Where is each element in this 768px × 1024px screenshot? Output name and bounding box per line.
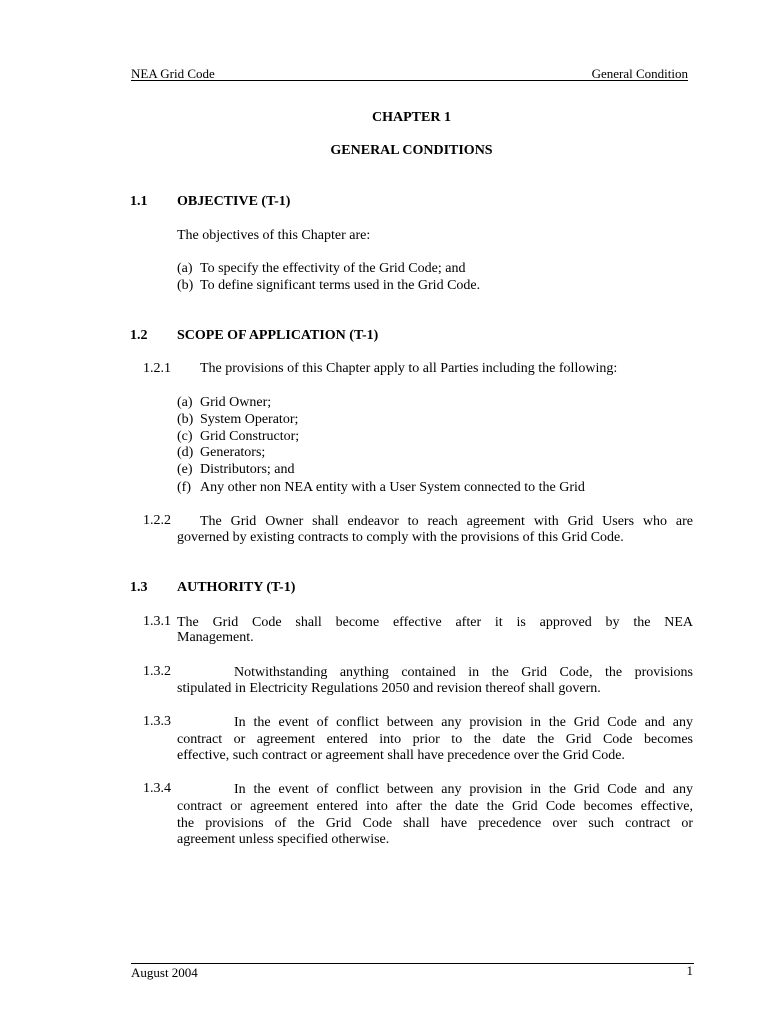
section-1-2-number: 1.2 <box>130 328 148 343</box>
list-item-label: (a) <box>177 261 193 276</box>
clause-1-2-2-line-1: The Grid Owner shall endeavor to reach agreement with Grid Users who are <box>200 514 693 529</box>
list-item-label: (e) <box>177 462 193 477</box>
header-rule <box>131 80 688 81</box>
clause-1-3-1-line-2: Management. <box>177 630 254 645</box>
clause-1-2-2-line-2: governed by existing contracts to comply with the provisions of this Grid Code. <box>177 530 624 545</box>
clause-1-3-1-number: 1.3.1 <box>143 614 171 629</box>
clause-1-3-4-line-4: agreement unless specified otherwise. <box>177 832 390 847</box>
clause-1-3-3-number: 1.3.3 <box>143 714 171 729</box>
header-doc-title: NEA Grid Code <box>131 66 215 81</box>
clause-1-3-2-line-1: Notwithstanding anything contained in the Grid Code, the provisions <box>234 665 693 680</box>
clause-1-3-3-line-1: In the event of conflict between any provision in the Grid Code and any <box>234 715 693 730</box>
list-item-label: (b) <box>177 278 194 293</box>
list-item-label: (f) <box>177 480 191 495</box>
section-1-2-title: SCOPE OF APPLICATION (T-1) <box>177 328 379 343</box>
clause-1-3-2-number: 1.3.2 <box>143 664 171 679</box>
footer-rule <box>131 963 694 964</box>
clause-1-2-1-number: 1.2.1 <box>143 361 171 376</box>
clause-1-3-1-line-1: The Grid Code shall become effective after it is approved by the NEA <box>177 615 693 630</box>
clause-1-3-3-line-3: effective, such contract or agreement shall have precedence over the Grid Code. <box>177 748 625 763</box>
section-1-1-number: 1.1 <box>130 194 148 209</box>
list-item-label: (b) <box>177 412 194 427</box>
section-1-3-number: 1.3 <box>130 580 148 595</box>
section-1-3-title: AUTHORITY (T-1) <box>177 580 296 595</box>
footer-date: August 2004 <box>131 965 198 980</box>
chapter-title: GENERAL CONDITIONS <box>330 143 493 158</box>
list-item-text: Grid Owner; <box>200 395 272 410</box>
chapter-number: CHAPTER 1 <box>372 110 451 125</box>
list-item-label: (c) <box>177 429 193 444</box>
clause-1-2-1-text: The provisions of this Chapter apply to all Parties including the following: <box>200 361 618 376</box>
list-item-text: Any other non NEA entity with a User System connected to the Grid <box>200 480 585 495</box>
list-item-label: (a) <box>177 395 193 410</box>
clause-1-3-4-number: 1.3.4 <box>143 781 171 796</box>
clause-1-3-4-line-1: In the event of conflict between any provision in the Grid Code and any <box>234 782 693 797</box>
clause-1-3-4-line-3: the provisions of the Grid Code shall have precedence over such contract or <box>177 816 693 831</box>
section-1-1-title: OBJECTIVE (T-1) <box>177 194 291 209</box>
list-item-label: (d) <box>177 445 194 460</box>
list-item-text: To define significant terms used in the Grid Code. <box>200 278 481 293</box>
list-item-text: To specify the effectivity of the Grid Code; and <box>200 261 466 276</box>
clause-1-2-2-number: 1.2.2 <box>143 513 171 528</box>
section-1-1-intro: The objectives of this Chapter are: <box>177 228 371 243</box>
list-item-text: System Operator; <box>200 412 299 427</box>
clause-1-3-4-line-2: contract or agreement entered into after the date the Grid Code becomes effective, <box>177 799 693 814</box>
page-number: 1 <box>686 963 693 978</box>
clause-1-3-3-line-2: contract or agreement entered into prior to the date the Grid Code becomes <box>177 732 693 747</box>
list-item-text: Generators; <box>200 445 266 460</box>
list-item-text: Distributors; and <box>200 462 295 477</box>
list-item-text: Grid Constructor; <box>200 429 300 444</box>
header-section-title: General Condition <box>591 66 688 81</box>
clause-1-3-2-line-2: stipulated in Electricity Regulations 2050 and revision thereof shall govern. <box>177 681 601 696</box>
